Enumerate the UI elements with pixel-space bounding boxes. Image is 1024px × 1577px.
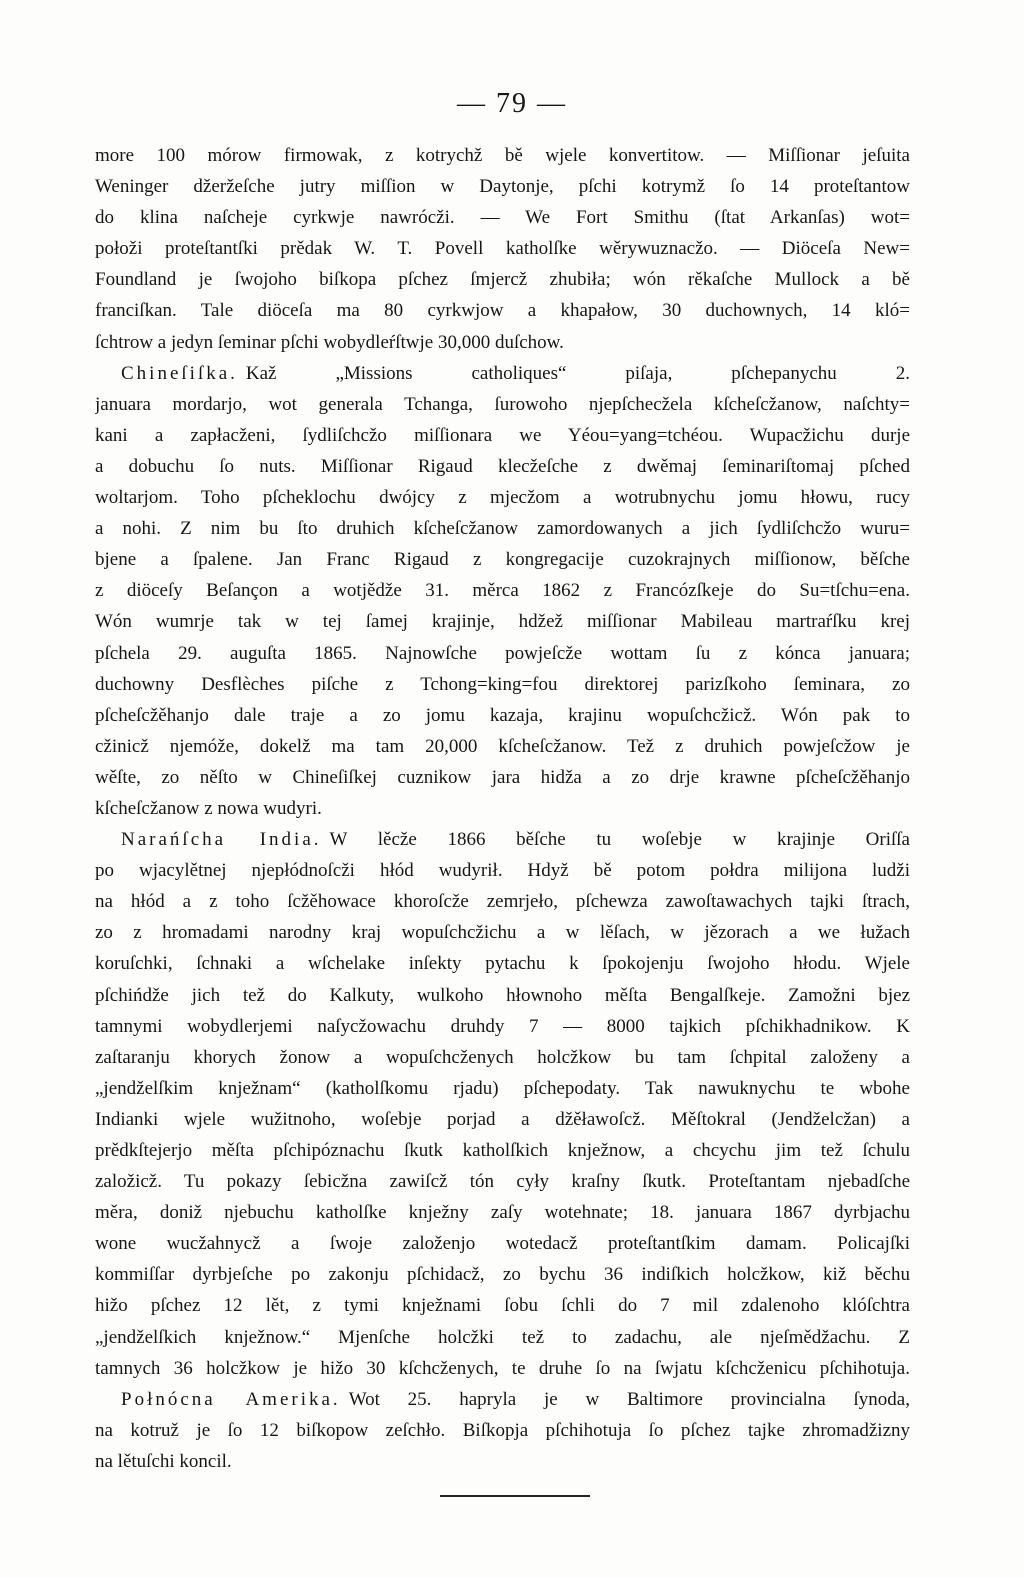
section-heading: Chineſiſka.: [121, 362, 238, 384]
text-line: a nohi. Z nim bu ſto druhich kſcheſcžanow zamordowanych a jich ſydliſchcžo wuru=: [95, 518, 910, 540]
text-line: Foundland je ſwojoho biſkopa pſchez ſmjercž zhubiła; wón rěkaſche Mullock a bě: [95, 269, 910, 291]
text-line: na hłód a z toho ſcžěhowace khoroſcže zemrjeło, pſchewza zawoſtawachych tajki ſtrach,: [95, 891, 910, 913]
text-line: wěſte, zo něſto w Chineſiſkej cuznikow jara hidža a zo drje krawne pſcheſcžěhanjo: [95, 766, 910, 788]
text-line: kommiſſar dyrbjeſche po zakonju pſchidacž, zo bychu 36 indiſkich holcžkow, kiž běchu: [95, 1264, 910, 1286]
text-line: Wón wumrje tak w tej ſamej krajinje, hdžež miſſionar Mabileau martraŕſku krej: [95, 611, 910, 633]
text-line: franciſkan. Tale diöceſa ma 80 cyrkwjow a khapałow, 30 duchownych, 14 kló=: [95, 300, 910, 322]
section-heading: Połnócna Amerika.: [121, 1388, 341, 1410]
text-line: na lětuſchi koncil.: [95, 1450, 232, 1472]
text-line: pſcheſcžěhanjo dale traje a zo jomu kazaja, krajinu wopuſchcžicž. Wón pak to: [95, 704, 910, 726]
text-line: more 100 mórow firmowak, z kotrychž bě wjele konvertitow. — Miſſionar jeſuita: [95, 145, 910, 166]
text-line: kani a zapłacženi, ſydliſchcžo miſſionara we Yéou=yang=tchéou. Wupacžichu durje: [95, 424, 910, 446]
separator-rule: [440, 1495, 590, 1497]
page-number: — 79 —: [457, 88, 567, 119]
text-line: na kotruž je ſo 12 biſkopow zeſchło. Biſkopja pſchihotuja ſo pſchez tajke zhromadžizny: [95, 1419, 910, 1441]
text-line: woltarjom. Toho pſcheklochu dwójcy z mjecžom a wotrubnychu jomu hłowu, rucy: [95, 487, 910, 509]
text-line: pſchińdže jich tež do Kalkuty, wulkoho hłownoho měſta Bengalſkeje. Zamožni bjez: [95, 984, 910, 1006]
text-line: koruſchki, ſchnaki a wſchelake inſekty pytachu k ſpokojenju ſwojoho hłodu. Wjele: [95, 953, 910, 975]
text-line: duchowny Desflèches piſche z Tchong=king=fou direktorej parizſkoho ſeminara, zo: [95, 673, 910, 695]
text-line: tamnych 36 holcžkow je hižo 30 kſchcženych, te druhe ſo na ſwjatu kſchcženicu pſchihotuja.: [95, 1357, 910, 1379]
text-line: kſcheſcžanow z nowa wudyri.: [95, 797, 322, 819]
text-line-rest: W lěcže 1866 běſche tu woſebje w krajinje Oriſſa: [329, 829, 910, 851]
text-line: wone wucžahnycž a ſwoje založenjo wotedacž proteſtantſkim damam. Policajſki: [95, 1233, 910, 1255]
text-line: měra, doniž njebuchu katholſke knježny zaſy wotehnate; 18. januara 1867 dyrbjachu: [95, 1202, 910, 1224]
text-line: po wjacylětnej njepłódnoſcži hłód wudyrił. Hdyž bě potom połdra milijona ludži: [95, 860, 910, 882]
text-line: tamnymi wobydlerjemi naſycžowachu druhdy 7 — 8000 tajkich pſchikhadnikow. K: [95, 1015, 910, 1037]
text-line: do klina naſcheje cyrkwje nawrócži. — We Fort Smithu (ſtat Arkanſas) wot=: [95, 207, 910, 229]
body-text: [95, 140, 910, 1477]
text-line-rest: Wot 25. hapryla je w Baltimore provincialna ſynoda,: [348, 1388, 910, 1410]
text-line: zaſtaranju khorych žonow a wopuſchcženych holcžkow bu tam ſchpital založeny a: [95, 1046, 910, 1068]
text-line: [95, 358, 910, 389]
text-line: hižo pſchez 12 lět, z tymi knježnami ſobu ſchli do 7 mil zdalenoho klóſchtra: [95, 1295, 910, 1317]
text-line: prědkſtejerjo měſta pſchipóznachu ſkutk katholſkich knježnow, a chcychu jim tež ſchulu: [95, 1140, 910, 1161]
text-line: [95, 1384, 910, 1415]
text-line: a dobuchu ſo nuts. Miſſionar Rigaud klecžeſche z dwěmaj ſeminariſtomaj pſched: [95, 455, 910, 477]
text-line: „jendželſkich knježnow.“ Mjenſche holcžki tež to zadachu, ale njeſmědžachu. Z: [95, 1326, 910, 1348]
text-line: Weninger džeržeſche jutry miſſion w Daytonje, pſchi kotrymž ſo 14 proteſtantow: [95, 176, 910, 198]
section-heading: Narańſcha India.: [121, 829, 322, 851]
text-line: połoži proteſtantſki prědak W. T. Povell katholſke wěrywuznacžo. — Diöceſa New=: [95, 238, 910, 260]
text-line: ſchtrow a jedyn ſeminar pſchi wobydleŕſtwje 30,000 duſchow.: [95, 331, 564, 353]
text-line: januara mordarjo, wot generala Tchanga, ſurowoho njepſchecžela kſcheſcžanow, naſchty=: [95, 393, 910, 415]
text-line: cžinicž njemóže, dokelž ma tam 20,000 kſcheſcžanow. Tež z druhich powjeſcžow je: [95, 735, 910, 757]
text-line: [95, 824, 910, 855]
text-line: zo z hromadami narodny kraj wopuſchcžichu a w lěſach, w jězorach a we łužach: [95, 922, 910, 944]
text-line: „jendželſkim knježnam“ (katholſkomu rjadu) pſchepodaty. Tak nawuknychu te wbohe: [95, 1077, 910, 1099]
text-line: bjene a ſpalene. Jan Franc Rigaud z kongregacije cuzokrajnych miſſionow, běſche: [95, 549, 910, 571]
text-line: z diöceſy Beſançon a wotjědže 31. měrca 1862 z Francózſkeje do Su=tſchu=ena.: [95, 580, 910, 602]
text-line: Indianki wjele wužitnoho, woſebje porjad a džěławoſcž. Měſtokral (Jendželcžan) a: [95, 1108, 910, 1130]
text-line: pſchela 29. auguſta 1865. Najnowſche powjeſcže wottam ſu z kónca januara;: [95, 642, 910, 664]
text-line-rest: Kaž „Missions catholiques“ piſaja, pſchepanychu 2.: [245, 362, 910, 384]
text-line: založicž. Tu pokazy ſebicžna zawiſcž tón cyły kraſny ſkutk. Proteſtantam njebadſche: [95, 1171, 910, 1193]
